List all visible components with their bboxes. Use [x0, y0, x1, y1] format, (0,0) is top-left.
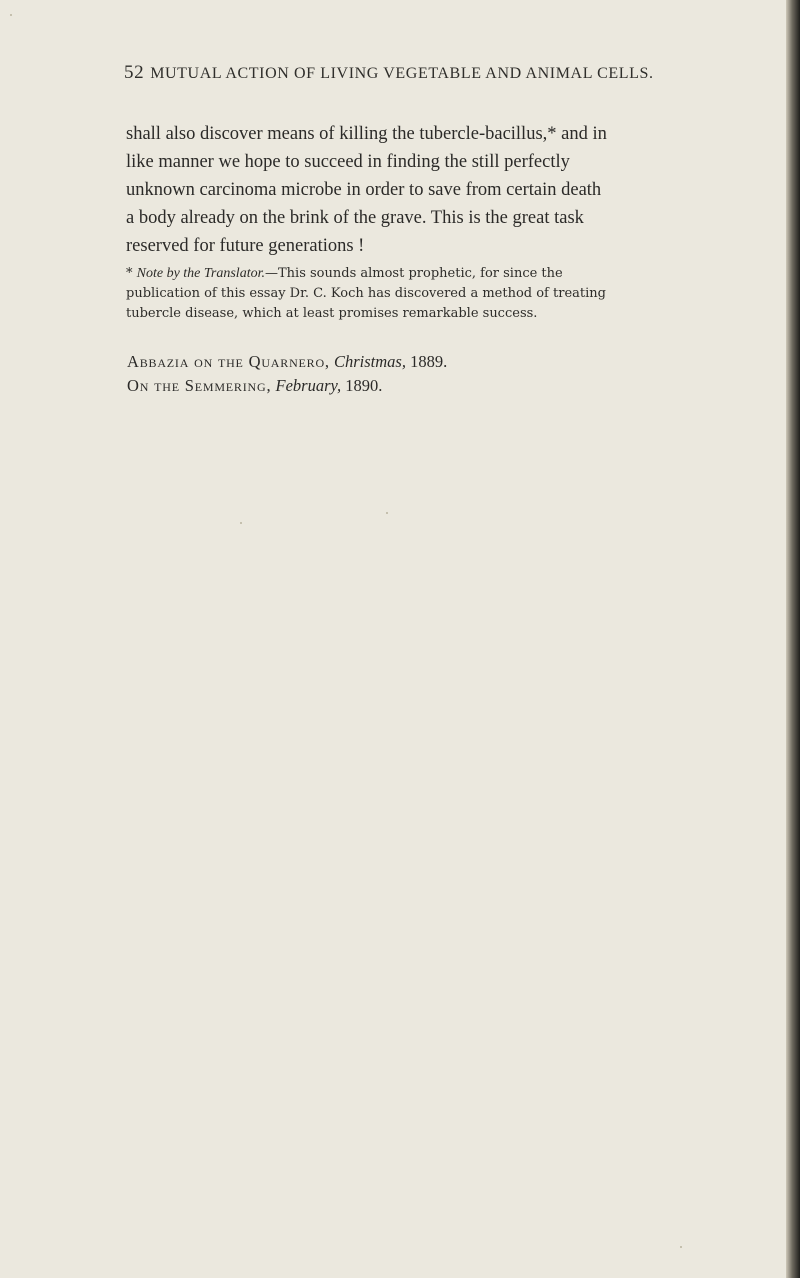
- footnote-text: —This sounds almost prophetic, for since the: [265, 266, 563, 281]
- running-title: MUTUAL ACTION OF LIVING VEGETABLE AND ANIMAL CELLS.: [150, 65, 654, 82]
- body-line: shall also discover means of killing the tubercle-bacillus,* and in: [126, 124, 607, 144]
- body-line: unknown carcinoma microbe in order to save from certain death: [126, 180, 602, 200]
- footnote: [126, 264, 756, 324]
- signoff-year: 1890.: [345, 376, 383, 395]
- signoff-place: Abbazia on the Quarnero,: [127, 352, 330, 371]
- body-line: reserved for future generations !: [126, 236, 365, 256]
- signoff-date: February,: [275, 376, 342, 395]
- page-speck: [10, 14, 12, 16]
- signoff-line: [127, 374, 727, 398]
- body-line: a body already on the brink of the grave. This is the great task: [126, 208, 584, 228]
- page-number: 52: [124, 62, 145, 83]
- page-speck: [680, 1246, 682, 1248]
- signoff-year: 1889.: [410, 352, 448, 371]
- footnote-marker: *: [126, 266, 133, 281]
- footnote-intro: Note by the Translator.: [136, 266, 265, 281]
- page-speck: [240, 522, 242, 524]
- footnote-line: tubercle disease, which at least promises remarkable success.: [126, 306, 538, 321]
- body-paragraph: [126, 120, 744, 260]
- footnote-line: publication of this essay Dr. C. Koch has discovered a method of treating: [126, 286, 606, 301]
- body-line: like manner we hope to succeed in finding the still perfectly: [126, 152, 570, 172]
- signoff-date: Christmas,: [333, 352, 406, 371]
- page-binding-shadow: [786, 0, 800, 1278]
- signoff: [127, 350, 727, 398]
- running-header: [124, 62, 724, 84]
- footnote-line: [126, 264, 756, 284]
- page-speck: [386, 512, 388, 514]
- signoff-line: [127, 350, 727, 374]
- signoff-place: On the Semmering,: [127, 376, 272, 395]
